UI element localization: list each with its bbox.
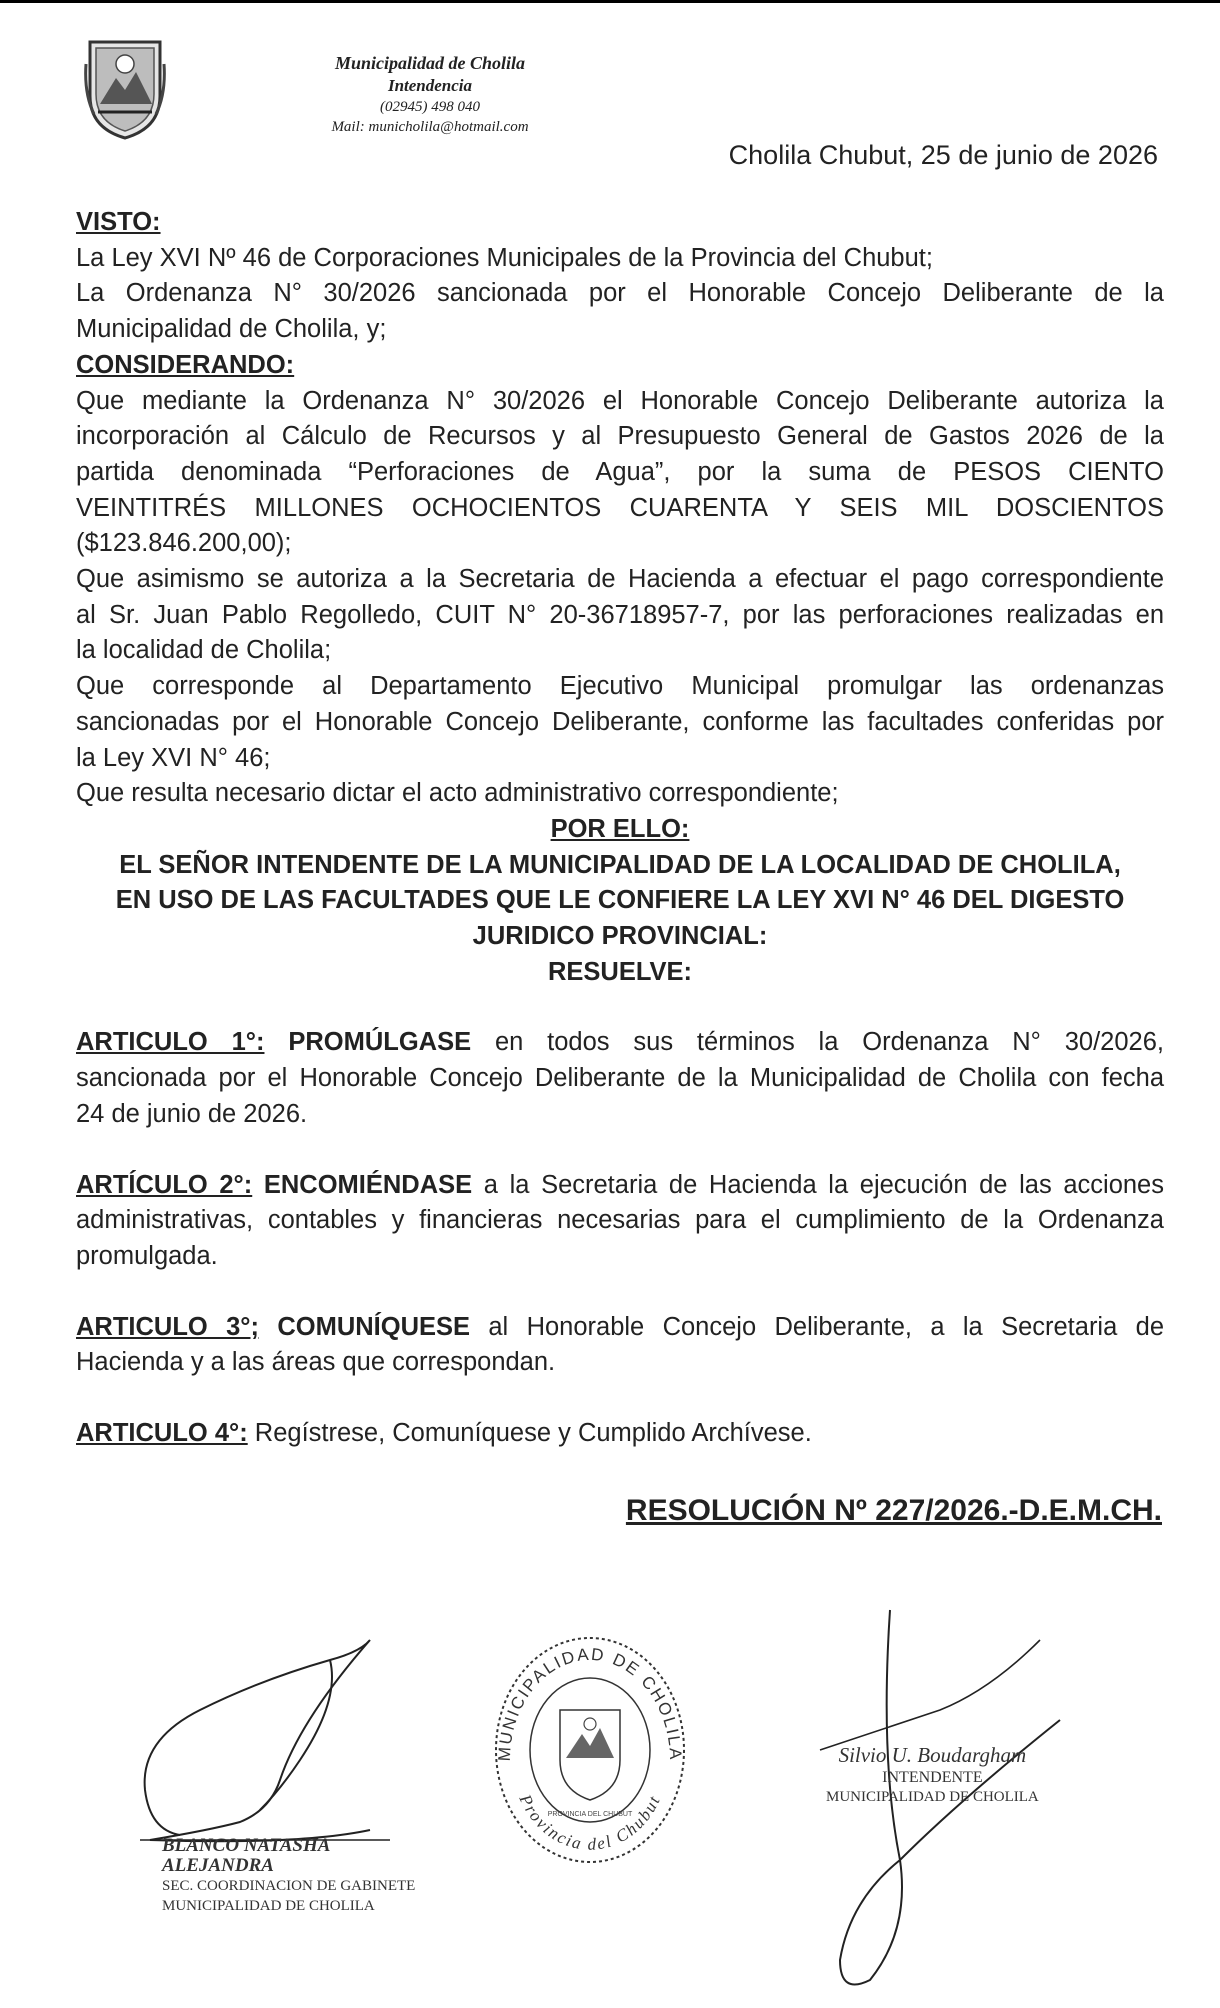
municipal-crest-icon <box>84 34 166 140</box>
article-text: a la Secretaria de Hacienda la ejecución de las acciones <box>472 1170 1164 1199</box>
document-body <box>76 205 1164 1452</box>
seal-inner-text: PROVINCIA DEL CHUBUT <box>547 1811 633 1818</box>
svg-text:MUNICIPALIDAD DE CHOLILA <box>495 1645 685 1762</box>
article-4-first-line <box>76 1416 1164 1452</box>
article-keyword: ENCOMIÉNDASE <box>263 1170 473 1199</box>
letterhead-mail: Mail: municholila@hotmail.com <box>331 119 529 135</box>
article-3-first-line <box>76 1310 1164 1346</box>
por-ello-heading: POR ELLO: <box>550 814 690 843</box>
signature-right <box>760 1600 1090 2000</box>
article-text: al Honorable Concejo Deliberante, a la Secretaria de <box>470 1312 1164 1341</box>
considerando-line: Que asimismo se autoriza a la Secretaria de Hacienda a efectuar el pago correspondiente <box>76 565 1164 594</box>
letterhead-phone: (02945) 498 040 <box>380 99 480 115</box>
letterhead-dept: Intendencia <box>387 76 473 95</box>
considerando-line: VEINTITRÉS MILLONES OCHOCIENTOS CUARENTA Y SEIS MIL DOSCIENTOS <box>76 493 1164 522</box>
considerando-line: Que mediante la Ordenanza N° 30/2026 el Honorable Concejo Deliberante autoriza la <box>76 386 1164 415</box>
letterhead <box>280 52 580 137</box>
article-1-first-line <box>76 1025 1164 1061</box>
considerando-line: sancionadas por el Honorable Concejo Deliberante, conforme las facultades conferidas por <box>76 707 1164 736</box>
considerando-line: la Ley XVI N° 46; <box>76 743 271 772</box>
handwritten-signature-left-icon <box>0 1560 420 1860</box>
visto-line: La Ordenanza N° 30/2026 sancionada por el Honorable Concejo Deliberante de la <box>76 279 1164 308</box>
article-keyword: COMUNÍQUESE <box>277 1312 471 1341</box>
document-date: Cholila Chubut, 25 de junio de 2026 <box>728 140 1158 170</box>
considerando-line: partida denominada “Perforaciones de Agua”, por la suma de PESOS CIENTO <box>76 457 1164 486</box>
signature-left <box>0 1560 420 1980</box>
considerando-line: la localidad de Cholila; <box>76 636 332 665</box>
article-label: ARTICULO 3°; <box>76 1312 259 1341</box>
visto-heading: VISTO: <box>76 208 161 236</box>
municipal-seal-icon <box>490 1630 690 1870</box>
signer-left-role: SEC. COORDINACION DE GABINETE <box>162 1878 416 1894</box>
article-line: sancionada por el Honorable Concejo Deliberante de la Municipalidad de Cholila con fecha <box>76 1064 1164 1093</box>
considerando-line: al Sr. Juan Pablo Regolledo, CUIT N° 20-36718957-7, por las perforaciones realizadas en <box>76 600 1164 629</box>
article-label: ARTICULO 1°: <box>76 1028 265 1057</box>
considerando-line: Que corresponde al Departamento Ejecutivo Municipal promulgar las ordenanzas <box>76 672 1164 701</box>
signer-right-role: INTENDENTE <box>882 1769 983 1786</box>
signature-right-block <box>826 1742 1039 1807</box>
considerando-line: incorporación al Cálculo de Recursos y al Presupuesto General de Gastos 2026 de la <box>76 422 1164 451</box>
resolution-number: RESOLUCIÓN Nº 227/2026.-D.E.M.CH. <box>625 1494 1162 1527</box>
intendente-line: EL SEÑOR INTENDENTE DE LA MUNICIPALIDAD DE LA LOCALIDAD DE CHOLILA, <box>119 850 1121 879</box>
seal-top-text: MUNICIPALIDAD DE CHOLILA <box>494 1644 686 1762</box>
signature-left-block <box>162 1836 420 1916</box>
top-border-line <box>0 0 1220 3</box>
signer-left-name: BLANCO NATASHA ALEJANDRA <box>162 1835 330 1876</box>
signer-right-org: MUNICIPALIDAD DE CHOLILA <box>826 1789 1039 1805</box>
article-keyword: PROMÚLGASE <box>288 1028 472 1057</box>
article-label: ARTICULO 4°: <box>76 1419 248 1448</box>
article-line: administrativas, contables y financieras necesarias para el cumplimiento de la Ordenanza <box>76 1206 1164 1235</box>
visto-line: Municipalidad de Cholila, y; <box>76 315 387 344</box>
signer-left-org: MUNICIPALIDAD DE CHOLILA <box>162 1898 375 1914</box>
visto-line: La Ley XVI Nº 46 de Corporaciones Municipales de la Provincia del Chubut; <box>76 243 933 272</box>
article-line: 24 de junio de 2026. <box>76 1099 308 1128</box>
article-2-first-line <box>76 1168 1164 1204</box>
article-line: promulgada. <box>76 1241 218 1270</box>
article-label: ARTÍCULO 2°: <box>76 1170 253 1199</box>
article-line: Hacienda y a las áreas que correspondan. <box>76 1348 556 1377</box>
letterhead-org: Municipalidad de Cholila <box>334 53 526 73</box>
signer-right-name: Silvio U. Boudargham <box>838 1743 1027 1767</box>
article-text: en todos sus términos la Ordenanza N° 30/2026, <box>471 1028 1164 1057</box>
intendente-line: JURIDICO PROVINCIAL: <box>472 922 768 951</box>
considerando-line: Que resulta necesario dictar el acto administrativo correspondiente; <box>76 779 839 808</box>
article-text: Regístrese, Comuníquese y Cumplido Archívese. <box>247 1419 812 1448</box>
considerando-heading: CONSIDERANDO: <box>76 350 295 379</box>
seal-bottom-text: Provincia del Chubut <box>515 1791 665 1854</box>
resuelve-heading: RESUELVE: <box>547 957 693 986</box>
intendente-line: EN USO DE LAS FACULTADES QUE LE CONFIERE LA LEY XVI N° 46 DEL DIGESTO <box>115 886 1125 915</box>
considerando-line: ($123.846.200,00); <box>76 529 292 558</box>
